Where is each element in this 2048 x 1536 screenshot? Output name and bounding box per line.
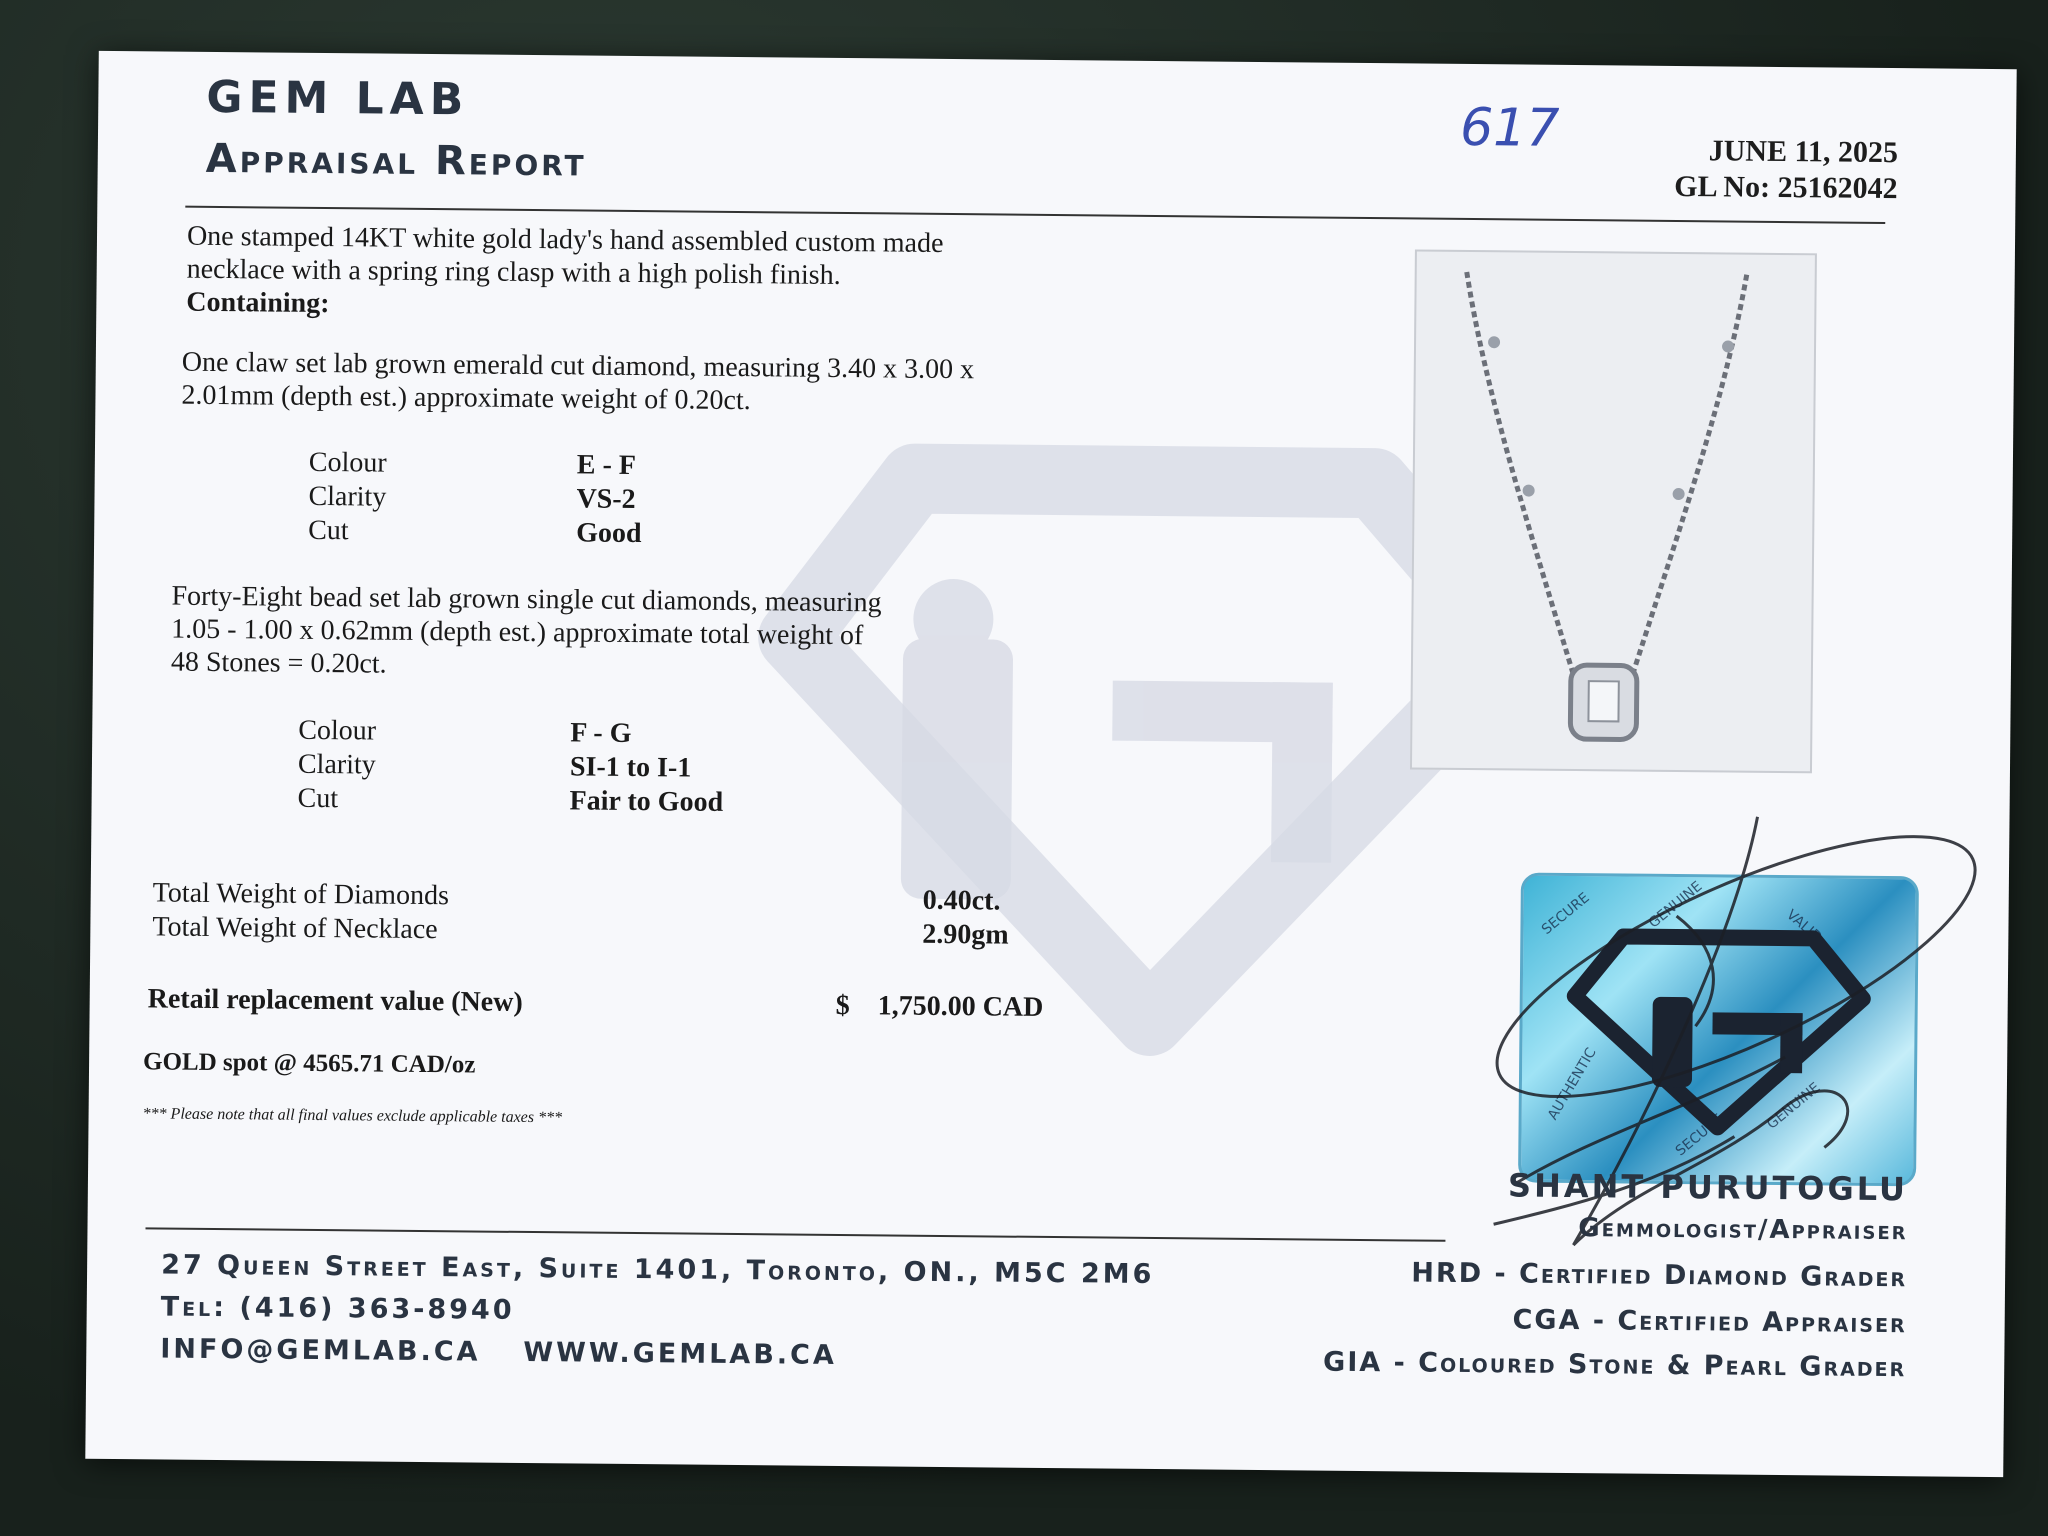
appraisal-card: [85, 51, 2016, 1477]
total-necklace-label: Total Weight of Necklace: [152, 911, 438, 946]
grade-label: Cut: [308, 514, 349, 547]
footer-contact: [160, 1333, 837, 1370]
grade-label: Colour: [308, 446, 387, 479]
grade-label: Colour: [298, 714, 377, 747]
grade-label: Clarity: [308, 480, 387, 513]
grade-value: Fair to Good: [569, 785, 724, 818]
stone2-line: 1.05 - 1.00 x 0.62mm (depth est.) approximate total weight of: [171, 613, 864, 652]
stone2-description: [171, 580, 882, 686]
stone2-line: 48 Stones = 0.20ct.: [170, 646, 387, 680]
appraiser-title: Gemmologist/Appraiser: [1578, 1213, 1908, 1247]
tax-note: *** Please note that all final values exclude applicable taxes ***: [142, 1105, 563, 1127]
description-line: necklace with a spring ring clasp with a high polish finish.: [186, 253, 841, 291]
credential-hrd: HRD - Certified Diamond Grader: [1411, 1257, 1908, 1294]
gold-spot: GOLD spot @ 4565.71 CAD/oz: [142, 1048, 476, 1079]
hologram-word: SECURE: [1538, 889, 1593, 939]
grade-value: VS-2: [576, 483, 636, 516]
credential-gia: GIA - Coloured Stone & Pearl Grader: [1322, 1346, 1907, 1384]
hologram-word: GENUINE: [1645, 878, 1706, 932]
grade-label: Cut: [297, 782, 339, 815]
credential-cga: CGA - Certified Appraiser: [1512, 1304, 1907, 1340]
necklace-icon: [1412, 251, 1815, 771]
handwritten-number: 617: [1459, 97, 1560, 159]
retail-value: 1,750.00 CAD: [877, 990, 1044, 1023]
stone1-line: One claw set lab grown emerald cut diamond, measuring 3.40 x 3.00 x: [181, 346, 975, 386]
stone1-line: 2.01mm (depth est.) approximate weight of 0.20ct.: [181, 379, 751, 417]
report-subtitle: Appraisal Report: [205, 135, 587, 186]
grade-label: Clarity: [297, 748, 376, 781]
footer-website[interactable]: WWW.GEMLAB.CA: [523, 1336, 837, 1371]
footer-email[interactable]: INFO@GEMLAB.CA: [160, 1333, 481, 1368]
stone1-description: [181, 346, 974, 420]
retail-label: Retail replacement value (New): [147, 983, 523, 1018]
hologram-word: SECURE: [1672, 1111, 1727, 1160]
total-necklace-value: 2.90gm: [922, 918, 1009, 951]
description-line: One stamped 14KT white gold lady's hand assembled custom made: [186, 220, 944, 259]
currency-symbol: $: [835, 989, 850, 1022]
item-description: [186, 220, 943, 326]
grade-value: Good: [576, 517, 642, 550]
grade-value: E - F: [576, 449, 637, 482]
necklace-photo: [1410, 249, 1817, 773]
footer-tel: Tel: (416) 363-8940: [160, 1291, 515, 1326]
total-diamonds-label: Total Weight of Diamonds: [152, 877, 450, 912]
appraiser-name: SHANT PURUTOGLU: [1507, 1166, 1909, 1209]
brand-name: GEM LAB: [206, 71, 470, 126]
hologram-word: VALID: [1783, 906, 1825, 946]
footer-address: 27 Queen Street East, Suite 1401, Toronto, ON., M5C 2M6: [161, 1249, 1155, 1291]
containing-label: Containing:: [186, 286, 330, 320]
stone2-line: Forty-Eight bead set lab grown single cut diamonds, measuring: [171, 580, 882, 619]
grade-value: SI-1 to I-1: [569, 751, 692, 784]
hologram-word: GENUINE: [1763, 1079, 1824, 1133]
grade-value: F - G: [570, 717, 632, 749]
total-diamonds-value: 0.40ct.: [922, 884, 1001, 917]
gl-number: GL No: 25162042: [1674, 169, 1898, 206]
footer-divider: [145, 1227, 1445, 1241]
report-date: JUNE 11, 2025: [1708, 134, 1899, 170]
hologram-word: AUTHENTIC: [1544, 1045, 1600, 1123]
